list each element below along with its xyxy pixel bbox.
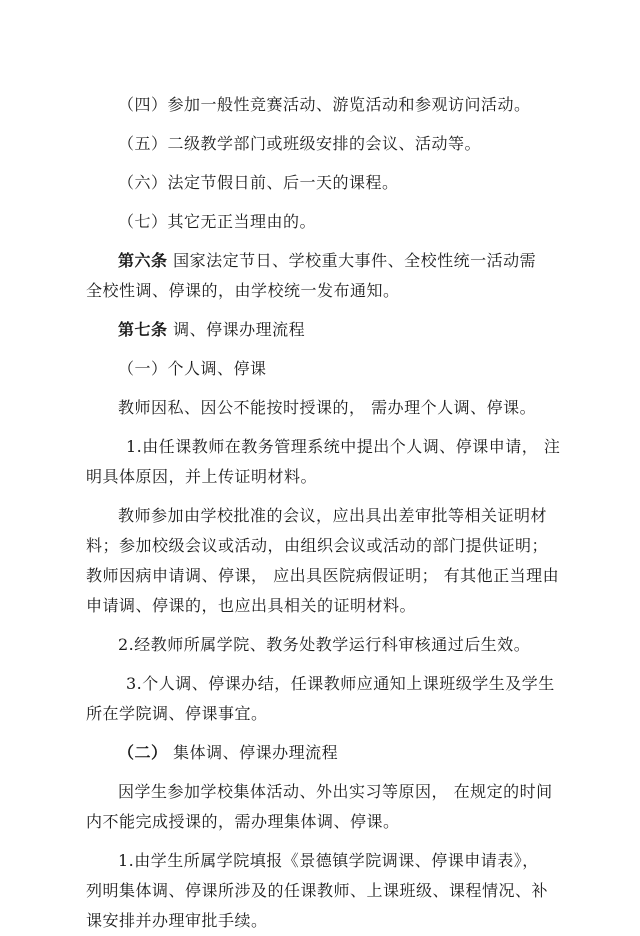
paragraph-text: 教师因病申请调、停课， 应出具医院病假证明； 有其他正当理由	[86, 566, 560, 585]
step-3-line-1	[86, 669, 556, 699]
step-1-line-2	[86, 462, 556, 492]
group-paragraph-line-2	[86, 807, 556, 837]
group-paragraph-line-1	[86, 777, 556, 807]
article-7-heading-line	[86, 315, 556, 345]
paragraph-text: 所在学院调、停课事宜。	[86, 704, 268, 723]
section-heading-text: （一）个人调、停课	[118, 359, 267, 378]
proof-paragraph-line-2	[86, 531, 556, 561]
paragraph-text: （五）二级教学部门或班级安排的会议、活动等。	[118, 134, 482, 153]
paragraph-text: 明具体原因，并上传证明材料。	[86, 467, 318, 486]
section-2-heading	[86, 738, 556, 768]
article-6-text: 国家法定节日、学校重大事件、全校性统一活动需	[173, 251, 537, 270]
step-2-line	[86, 630, 556, 660]
paragraph-text: 1.由学生所属学院填报《景德镇学院调课、停课申请表》，	[118, 851, 539, 870]
paragraph-item-6	[86, 168, 556, 198]
paragraph-text: 教师参加由学校批准的会议，应出具出差审批等相关证明材	[118, 506, 548, 525]
article-6-line-1	[86, 246, 556, 276]
article-7-title: 调、停课办理流程	[173, 320, 306, 339]
paragraph-text: （七）其它无正当理由的。	[118, 212, 317, 231]
section-1-heading	[86, 354, 556, 384]
group-step-1-line-3	[86, 906, 556, 936]
paragraph-text: 教师因私、因公不能按时授课的， 需办理个人调、停课。	[118, 398, 537, 417]
article-6-line-2	[86, 276, 556, 306]
proof-paragraph-line-3	[86, 561, 560, 591]
step-3-line-2	[86, 699, 556, 729]
proof-paragraph-line-1	[86, 501, 556, 531]
paragraph-text: 列明集体调、停课所涉及的任课教师、上课班级、课程情况、补	[86, 881, 549, 900]
section-2-title: 集体调、停课办理流程	[173, 743, 339, 762]
paragraph-line	[86, 393, 556, 423]
paragraph-text: 因学生参加学校集体活动、外出实习等原因， 在规定的时间	[118, 782, 553, 801]
document-body	[86, 90, 561, 936]
paragraph-text: 申请调、停课的，也应出具相关的证明材料。	[86, 596, 417, 615]
paragraph-item-5	[86, 129, 556, 159]
paragraph-text: 1.由任课教师在教务管理系统中提出个人调、停课申请， 注	[126, 437, 561, 456]
proof-paragraph-line-4	[86, 591, 556, 621]
paragraph-item-4	[86, 90, 556, 120]
step-1-line-1	[86, 432, 561, 462]
paragraph-text: 料；参加校级会议或活动，由组织会议或活动的部门提供证明；	[86, 536, 549, 555]
paragraph-text: （四）参加一般性竞赛活动、游览活动和参观访问活动。	[118, 95, 531, 114]
paragraph-text: （六）法定节假日前、后一天的课程。	[118, 173, 399, 192]
paragraph-text: 内不能完成授课的，需办理集体调、停课。	[86, 812, 400, 831]
paragraph-item-7	[86, 207, 556, 237]
paragraph-text: 课安排并办理审批手续。	[86, 911, 268, 930]
paragraph-text: 全校性调、停课的，由学校统一发布通知。	[86, 281, 400, 300]
section-2-number: （二）	[118, 743, 168, 762]
group-step-1-line-2	[86, 876, 556, 906]
paragraph-text: 2.经教师所属学院、教务处教学运行科审核通过后生效。	[118, 635, 531, 654]
article-7-heading: 第七条	[118, 320, 168, 339]
paragraph-text: 3.个人调、停课办结，任课教师应通知上课班级学生及学生	[126, 674, 555, 693]
article-6-heading: 第六条	[118, 251, 168, 270]
group-step-1-line-1	[86, 846, 556, 876]
